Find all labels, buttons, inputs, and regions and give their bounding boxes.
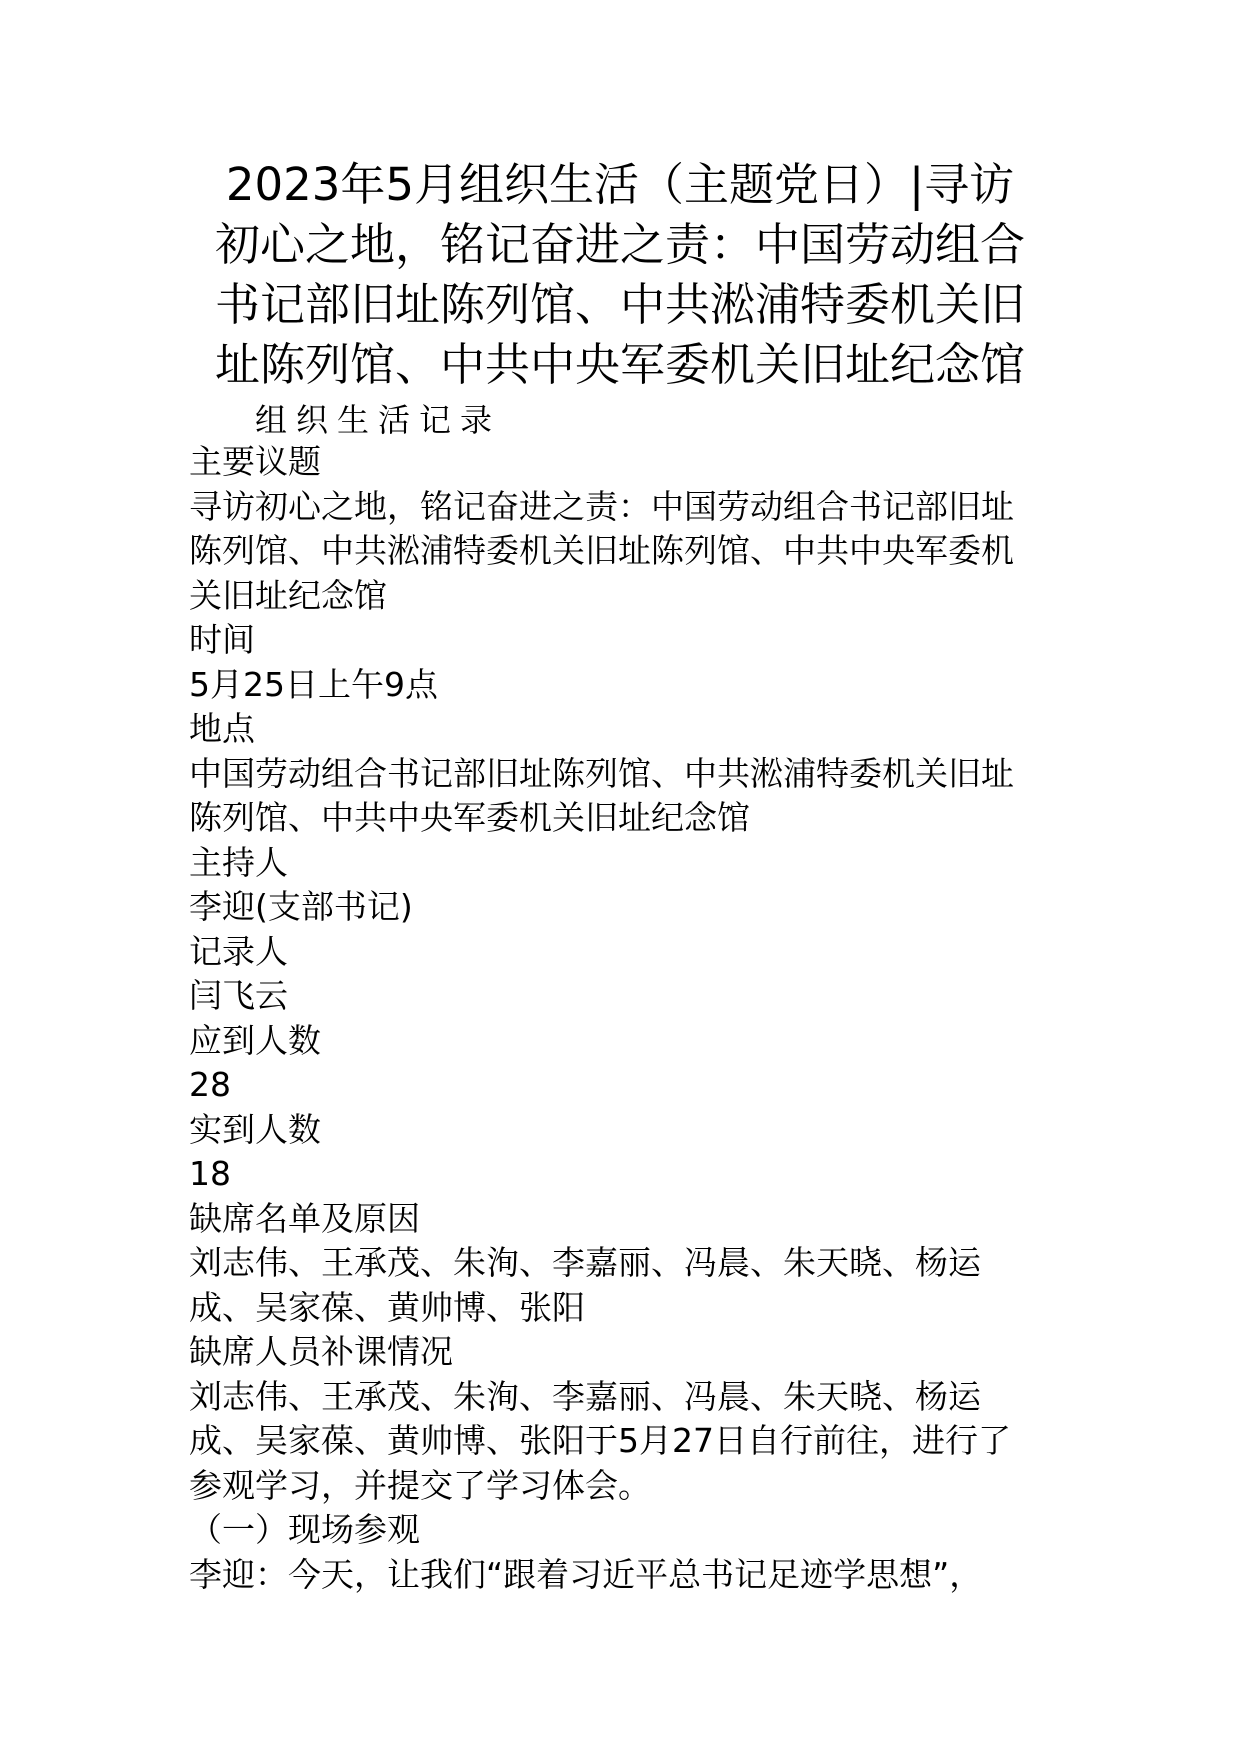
body-line: 28	[189, 1065, 231, 1104]
body-line: 中国劳动组合书记部旧址陈列馆、中共淞浦特委机关旧址	[189, 753, 1014, 793]
body-line: 李迎：今天，让我们“跟着习近平总书记足迹学思想”，	[189, 1554, 983, 1594]
body-line: 18	[189, 1154, 231, 1193]
body-line: （一）现场参观	[189, 1510, 420, 1549]
document-title	[150, 155, 1090, 395]
title-line: 书记部旧址陈列馆、中共淞浦特委机关旧	[214, 278, 1025, 331]
body-line: 时间	[189, 620, 255, 659]
body-line: 地点	[189, 709, 255, 748]
body-line: 主要议题	[189, 442, 321, 481]
body-line: 参观学习，并提交了学习体会。	[189, 1465, 651, 1505]
title-line: 初心之地，铭记奋进之责：中国劳动组合	[214, 218, 1025, 271]
body-line: 缺席人员补课情况	[189, 1332, 453, 1371]
body-line: 李迎(支部书记)	[189, 887, 413, 926]
body-line: 应到人数	[189, 1020, 321, 1060]
title-line: 址陈列馆、中共中央军委机关旧址纪念馆	[214, 338, 1025, 391]
body-line: 陈列馆、中共中央军委机关旧址纪念馆	[189, 798, 750, 837]
body-line: 成、吴家葆、黄帅博、张阳	[189, 1287, 585, 1327]
body-line: 记录人	[189, 931, 288, 971]
body-line: 寻访初心之地，铭记奋进之责：中国劳动组合书记部旧址	[189, 486, 1014, 526]
body-line: 刘志伟、王承茂、朱洵、李嘉丽、冯晨、朱天晓、杨运	[189, 1376, 981, 1416]
body-line: 刘志伟、王承茂、朱洵、李嘉丽、冯晨、朱天晓、杨运	[189, 1243, 981, 1282]
body-line: 陈列馆、中共淞浦特委机关旧址陈列馆、中共中央军委机	[189, 531, 1014, 570]
body-line: 闫飞云	[189, 976, 288, 1015]
body-line: 实到人数	[189, 1109, 321, 1149]
document-subtitle: 组织生活记录	[255, 401, 502, 439]
body-line: 主持人	[189, 842, 288, 882]
title-line: 2023年5月组织生活（主题党日）|寻访	[225, 158, 1015, 211]
body-line: 关旧址纪念馆	[189, 575, 387, 615]
body-line: 5月25日上午9点	[189, 664, 438, 704]
body-line: 成、吴家葆、黄帅博、张阳于5月27日自行前往，进行了	[189, 1421, 1011, 1460]
document-body	[189, 440, 1089, 1597]
body-line: 缺席名单及原因	[189, 1198, 420, 1238]
